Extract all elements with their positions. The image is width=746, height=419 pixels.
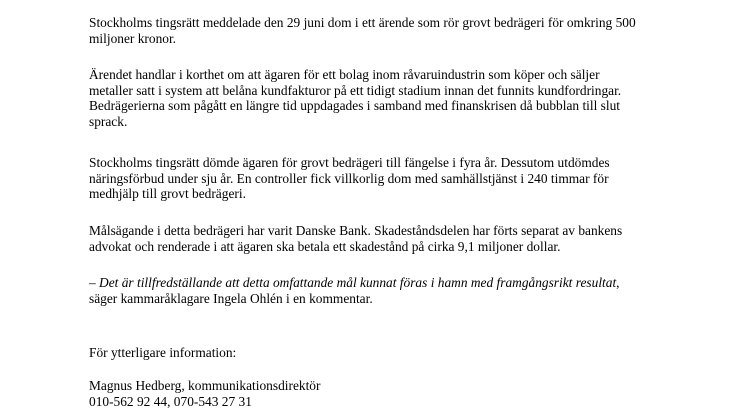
quote-text: – Det är tillfredställande att detta omfattande mål kunnat föras i hamn med framgångsrikt resultat [89,275,617,290]
text-line: metaller satt i system att belåna kundfakturor på ett tidigt stadium innan det funnits kundfordringar. [89,82,622,98]
text-line: Ärendet handlar i korthet om att ägaren för ett bolag inom råvaruindustrin som köper och säljer [89,67,600,82]
paragraph-prosecutor-quote [89,275,714,306]
text-line: Målsägande i detta bedrägeri har varit Danske Bank. Skadeståndsdelen har förts separat av bankens [89,223,623,238]
paragraph-verdict-intro [89,15,714,46]
contact-name: Magnus Hedberg, kommunikationsdirektör [89,378,321,393]
text-line: medhjälp till grovt bedrägeri. [89,186,246,202]
quote-comma: , [616,275,620,290]
text-line: miljoner kronor. [89,30,177,46]
paragraph-contact [89,378,714,409]
text-line: näringsförbud under sju år. En controller fick villkorlig dom med samhällstjänst i 240 timmar för [89,170,609,186]
quote-attribution: säger kammaråklagare Ingela Ohlén i en kommentar. [89,290,373,306]
text-line: sprack. [89,113,128,129]
text-line: advokat och renderade i att ägaren ska betala ett skadestånd på cirka 9,1 miljoner dollar. [89,238,561,254]
paragraph-sentence [89,155,714,202]
text-line: Stockholms tingsrätt meddelade den 29 juni dom i ett ärende som rör grovt bedrägeri för omkring 500 [89,15,636,30]
more-info-heading: För ytterligare information: [89,345,237,360]
paragraph-damages [89,223,714,254]
paragraph-more-info [89,345,714,361]
text-line: Bedrägerierna som pågått en längre tid uppdagades i samband med finanskrisen då bubblan till slut [89,98,621,114]
paragraph-case-summary [89,67,714,129]
contact-phone: 010-562 92 44, 070-543 27 31 [89,393,252,409]
quote-line [89,275,714,291]
text-line: Stockholms tingsrätt dömde ägaren för grovt bedrägeri till fängelse i fyra år. Dessutom utdömdes [89,155,610,170]
